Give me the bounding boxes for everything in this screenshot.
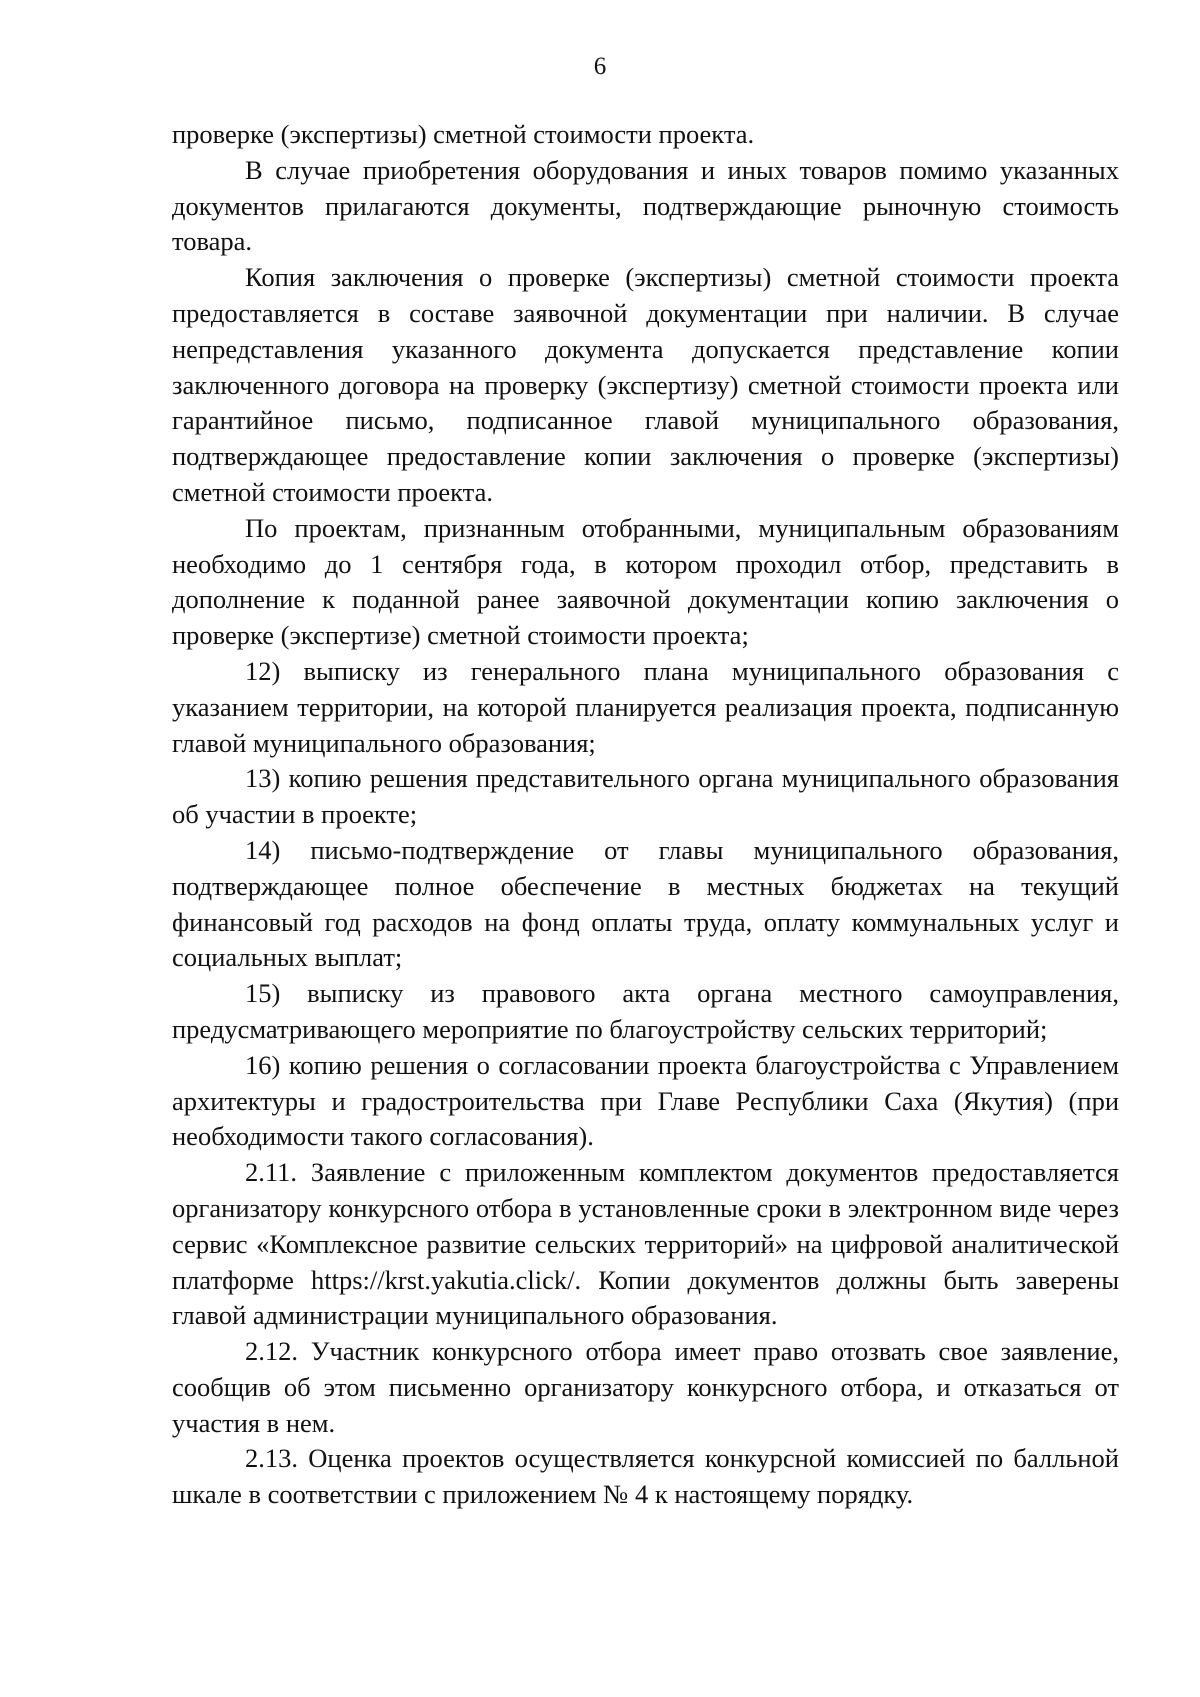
clause-2-12: 2.12. Участник конкурсного отбора имеет право отозвать свое заявление, сообщив об этом письменно организатору конкурсного отбора, и отказаться от участия в нем.: [172, 1336, 1119, 1438]
paragraph-equipment-documents: В случае приобретения оборудования и иных товаров помимо указанных документов прилагаются документы, подтверждающие рыночную стоимость товара.: [172, 154, 1119, 257]
paragraph-selected-projects: По проектам, признанным отобранными, муниципальным образованиям необходимо до 1 сентября года, в котором проходил отбор, представить в дополнение к поданной ранее заявочной документации копию заключения о проверке (экспертизе) сметной стоимости проекта;: [172, 512, 1119, 651]
list-item-16: 16) копию решения о согласовании проекта благоустройства с Управлением архитектуры и градостроительства при Главе Республики Саха (Якутия) (при необходимости такого согласования).: [172, 1049, 1119, 1152]
clause-2-11: 2.11. Заявление с приложенным комплектом документов предоставляется организатору конкурсного отбора в установленные сроки в электронном виде через сервис «Комплексное развитие сельских территорий» на цифровой аналитической платформе https://krst.yakutia.click/. Копии документов должны быть заверены главой администрации муниципального образования.: [172, 1157, 1119, 1331]
list-item-12: 12) выписку из генерального плана муниципального образования с указанием территории, на которой планируется реализация проекта, подписанную главой муниципального образования;: [172, 655, 1119, 758]
paragraph-continuation: проверке (экспертизы) сметной стоимости проекта.: [172, 119, 755, 149]
list-item-14: 14) письмо-подтверждение от главы муниципального образования, подтверждающее полное обеспечение в местных бюджетах на текущий финансовый год расходов на фонд оплаты труда, оплату коммунальных услуг и социальных выплат;: [172, 834, 1119, 973]
paragraph-expertise-copy: Копия заключения о проверке (экспертизы) сметной стоимости проекта предоставляется в составе заявочной документации при наличии. В случае непредставления указанного документа допускается представление копии заключенного договора на проверку (экспертизу) сметной стоимости проекта или гарантийное письмо, подписанное главой муниципального образования, подтверждающее предоставление копии заключения о проверке (экспертизы) сметной стоимости проекта.: [172, 262, 1119, 507]
clause-2-13: 2.13. Оценка проектов осуществляется конкурсной комиссией по балльной шкале в соответствии с приложением № 4 к настоящему порядку.: [172, 1443, 1119, 1510]
document-body: [172, 117, 1119, 1513]
page-number: 6: [593, 53, 607, 80]
list-item-13: 13) копию решения представительного органа муниципального образования об участии в проекте;: [172, 763, 1119, 830]
list-item-15: 15) выписку из правового акта органа местного самоуправления, предусматривающего мероприятие по благоустройству сельских территорий;: [172, 978, 1119, 1044]
